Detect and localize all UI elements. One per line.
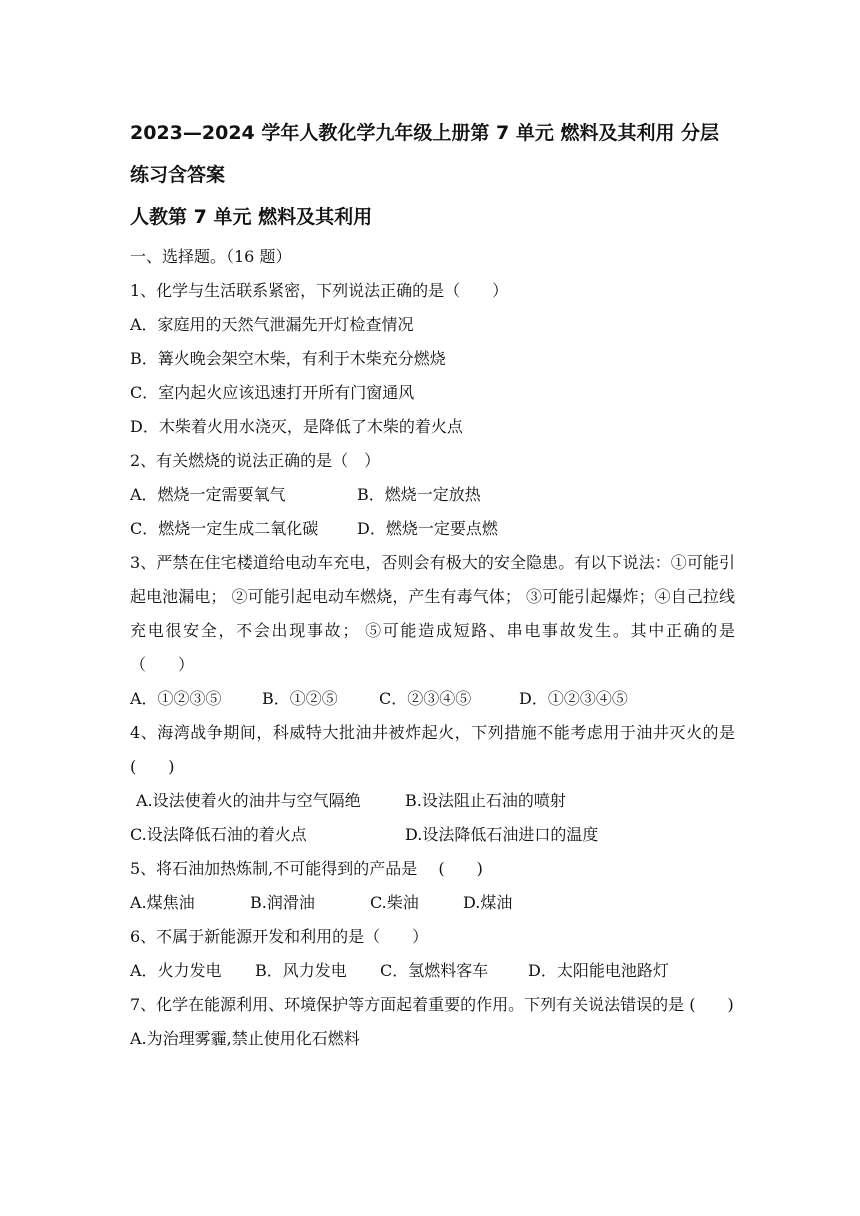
question-5-option-c: C.柴油 xyxy=(370,893,419,912)
question-5-options-row xyxy=(130,886,740,920)
document-title-line-1: 2023—2024 学年人教化学九年级上册第 7 单元 燃料及其利用 分层 xyxy=(130,122,720,144)
question-1-option-d: D．木柴着火用水浇灭，是降低了木柴的着火点 xyxy=(130,417,463,436)
question-2-options-row-2 xyxy=(130,512,740,546)
question-2-option-b: B．燃烧一定放热 xyxy=(357,485,481,504)
question-2-stem: 2、有关燃烧的说法正确的是（ ） xyxy=(130,451,381,470)
question-1-stem: 1、化学与生活联系紧密，下列说法正确的是（ ） xyxy=(130,281,509,300)
question-1-option-c: C．室内起火应该迅速打开所有门窗通风 xyxy=(130,383,415,402)
question-3-option-a: A．①②③⑤ xyxy=(130,689,222,708)
question-6-stem: 6、不属于新能源开发和利用的是（ ） xyxy=(130,927,429,946)
question-3-option-d: D．①②③④⑤ xyxy=(519,689,628,708)
question-3-option-b: B．①②⑤ xyxy=(262,689,338,708)
question-6-options-row xyxy=(130,954,740,988)
question-4-option-c: C.设法降低石油的着火点 xyxy=(130,825,307,844)
question-4-option-a: A.设法使着火的油井与空气隔绝 xyxy=(136,791,361,810)
question-1-option-b: B．篝火晚会架空木柴，有利于木柴充分燃烧 xyxy=(130,349,446,368)
question-6-option-b: B．风力发电 xyxy=(255,961,347,980)
question-4-option-d: D.设法降低石油进口的温度 xyxy=(405,825,599,844)
question-2-option-c: C．燃烧一定生成二氧化碳 xyxy=(130,519,319,538)
unit-title: 人教第 7 单元 燃料及其利用 xyxy=(130,206,373,228)
question-7-option-a: A.为治理雾霾,禁止使用化石燃料 xyxy=(130,1029,360,1048)
question-3-option-c: C．②③④⑤ xyxy=(379,689,472,708)
document-body xyxy=(130,112,740,1056)
question-6-option-d: D．太阳能电池路灯 xyxy=(528,961,669,980)
question-5-option-d: D.煤油 xyxy=(463,893,513,912)
question-4-option-b: B.设法阻止石油的喷射 xyxy=(405,791,566,810)
question-3-stem: 3、严禁在住宅楼道给电动车充电，否则会有极大的安全隐患。有以下说法：①可能引起电池漏电； ②可能引起电动车燃烧，产生有毒气体； ③可能引起爆炸；④自己拉线充电很安全，不会出现事故； ⑤可能造成短路、串电事故发生。其中正确的是（ ） xyxy=(130,553,735,674)
question-5-option-a: A.煤焦油 xyxy=(130,893,195,912)
question-7-stem: 7、化学在能源利用、环境保护等方面起着重要的作用。下列有关说法错误的是 ( ) xyxy=(130,995,734,1014)
question-1-option-a: A．家庭用的天然气泄漏先开灯检查情况 xyxy=(130,315,414,334)
section-heading: 一、选择题。（16 题） xyxy=(130,247,292,266)
question-4-options-row-2 xyxy=(130,818,740,852)
question-4-stem: 4、海湾战争期间，科威特大批油井被炸起火，下列措施不能考虑用于油井灭火的是 ( ) xyxy=(130,723,735,776)
question-3-options-row xyxy=(130,682,740,716)
question-6-option-c: C．氢燃料客车 xyxy=(380,961,489,980)
question-2-option-a: A．燃烧一定需要氧气 xyxy=(130,485,286,504)
question-2-option-d: D．燃烧一定要点燃 xyxy=(357,519,498,538)
question-6-option-a: A．火力发电 xyxy=(130,961,222,980)
question-5-option-b: B.润滑油 xyxy=(250,893,315,912)
question-4-options-row-1 xyxy=(130,784,740,818)
question-2-options-row-1 xyxy=(130,478,740,512)
question-5-stem: 5、将石油加热炼制,不可能得到的产品是 ( ) xyxy=(130,859,483,878)
document-title-line-2: 练习含答案 xyxy=(130,164,226,186)
